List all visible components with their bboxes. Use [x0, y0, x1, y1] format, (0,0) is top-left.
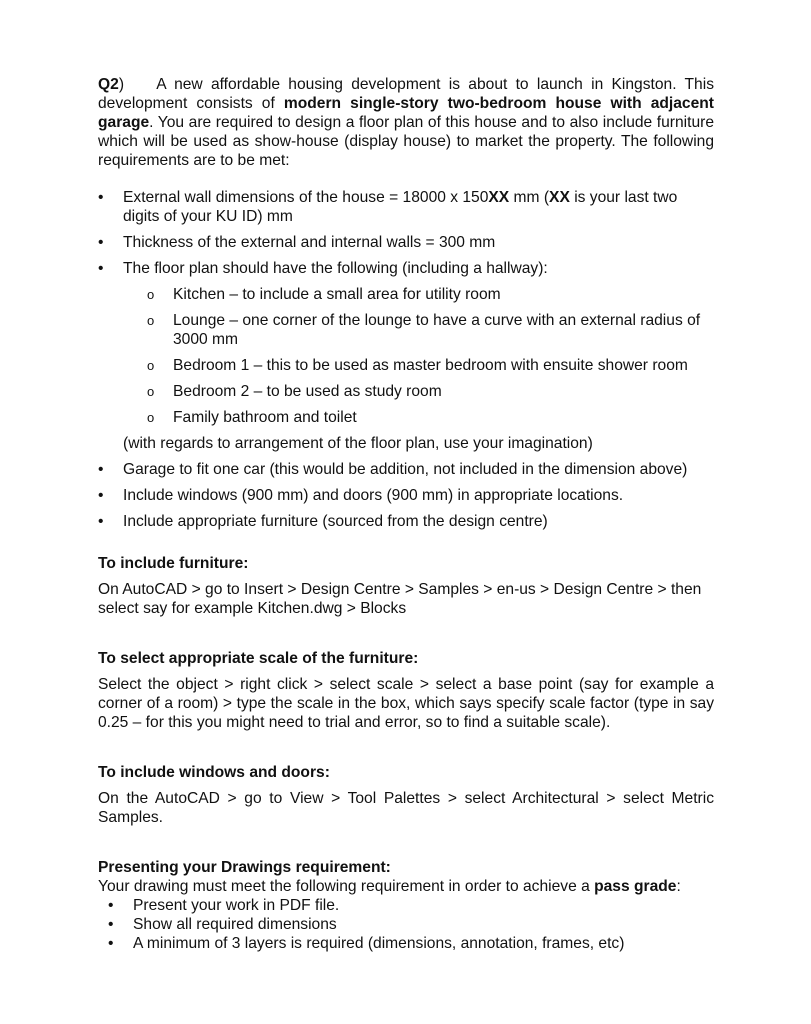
section-heading: To include windows and doors:: [98, 764, 330, 781]
list-item: • Thickness of the external and internal walls = 300 mm: [98, 233, 714, 252]
rooms-sublist: [123, 285, 714, 427]
list-item: • A minimum of 3 layers is required (dimensions, annotation, frames, etc): [98, 934, 714, 953]
section-text: Select the object > right click > select scale > select a base point (say for example a corner of a room) > type the scale in the box, which says specify scale factor (type in say 0.25 – for this you might need to trial and error, so to find a suitable scale).: [98, 676, 714, 731]
wall-dims-text-1: External wall dimensions of the house = 18000 x 150: [123, 189, 489, 206]
list-item: • Present your work in PDF file.: [98, 896, 714, 915]
windows-section: [98, 763, 714, 827]
sublist-item: o Lounge – one corner of the lounge to have a curve with an external radius of 3000 mm: [123, 311, 714, 349]
section-heading: To include furniture:: [98, 555, 249, 572]
intro-text-2: . You are required to design a floor plan of this house and to also include furniture which will be used as show-house (display house) to market the property. The following requirements are to be met:: [98, 114, 714, 169]
list-item: • Include windows (900 mm) and doors (900 mm) in appropriate locations.: [98, 486, 714, 505]
question-label: Q2: [98, 76, 119, 93]
section-text: On AutoCAD > go to Insert > Design Centre > Samples > en-us > Design Centre > then select say for example Kitchen.dwg > Blocks: [98, 581, 702, 617]
list-item: • Garage to fit one car (this would be addition, not included in the dimension above): [98, 460, 714, 479]
wall-dims-text-2: mm (: [509, 189, 550, 206]
wall-dims-xx: XX: [488, 189, 510, 206]
section-heading: To select appropriate scale of the furniture:: [98, 650, 419, 667]
presenting-intro-text-1: Your drawing must meet the following requirement in order to achieve a: [98, 878, 595, 895]
intro-text-1: A new affordable housing development is about to launch in Kingston. This development consists of: [98, 76, 714, 112]
presenting-intro: [98, 877, 714, 896]
document-page: [98, 75, 714, 953]
presenting-section: [98, 858, 714, 953]
pass-grade-text: pass grade: [594, 878, 677, 895]
sublist-item: o Kitchen – to include a small area for utility room: [123, 285, 714, 304]
question-intro: [98, 75, 714, 170]
sublist-item: o Bedroom 1 – this to be used as master bedroom with ensuite shower room: [123, 356, 714, 375]
requirements-list: [98, 188, 714, 427]
sublist-item: o Family bathroom and toilet: [123, 408, 714, 427]
section-heading: Presenting your Drawings requirement:: [98, 859, 391, 876]
floor-plan-text: The floor plan should have the following (including a hallway):: [123, 260, 548, 277]
list-item: • Show all required dimensions: [98, 915, 714, 934]
question-label-paren: ): [118, 76, 125, 93]
arrangement-note: (with regards to arrangement of the floor plan, use your imagination): [123, 435, 593, 452]
requirements-list-continued: [98, 460, 714, 531]
section-text: On the AutoCAD > go to View > Tool Palettes > select Architectural > select Metric Samples.: [98, 790, 714, 826]
list-item: [98, 188, 714, 226]
list-item: • Include appropriate furniture (sourced from the design centre): [98, 512, 714, 531]
presenting-list: [98, 896, 714, 953]
wall-dims-text-3: is your last two digits of your KU ID) mm: [123, 189, 678, 225]
scale-section: [98, 649, 714, 732]
list-item: [98, 259, 714, 427]
intro-bold-text: modern single-story two-bedroom house with adjacent garage: [98, 95, 714, 131]
furniture-section: [98, 554, 714, 618]
wall-dims-xx-2: XX: [549, 189, 570, 206]
sublist-item: o Bedroom 2 – to be used as study room: [123, 382, 714, 401]
presenting-intro-text-2: :: [676, 878, 681, 895]
